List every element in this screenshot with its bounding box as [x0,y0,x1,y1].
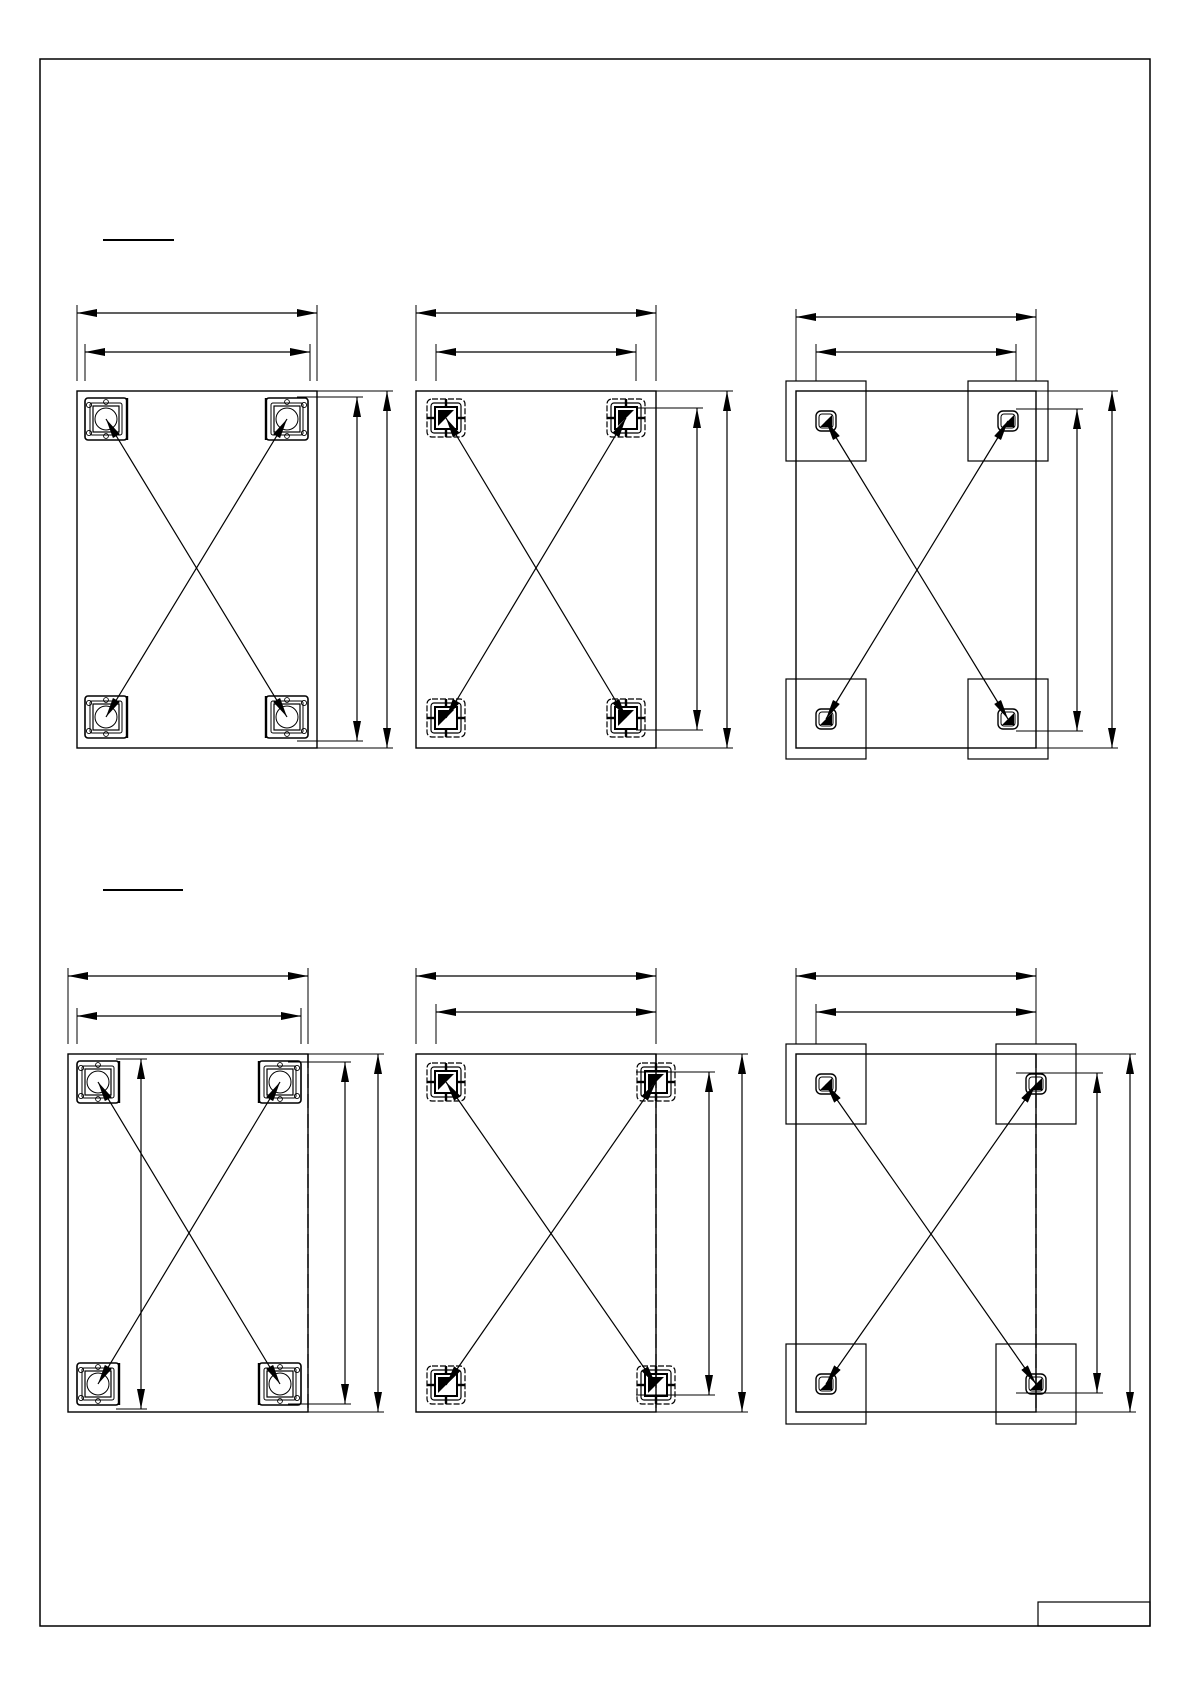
bracket-hole [86,402,91,407]
bracket-hole [96,1097,101,1102]
bracket-hole [96,1365,101,1370]
profile-foot [427,399,465,437]
vertical-dimension [1016,1073,1103,1393]
profile-foot [607,699,645,737]
horizontal-dimension [77,1008,301,1044]
bracket-hole [301,728,306,733]
profile-foot [427,1063,465,1101]
horizontal-dimension [816,1004,1036,1044]
horizontal-dimension [416,968,656,1044]
pad-foot [786,1044,866,1124]
frame-outline [416,1054,656,1412]
bracket-hole [301,402,306,407]
view-r1c1 [77,305,393,748]
horizontal-dimension [436,344,636,381]
profile-section [438,710,454,726]
profile-foot [427,699,465,737]
vertical-dimension [1016,391,1118,748]
bracket-hole [78,1093,83,1098]
horizontal-dimension [68,968,308,1044]
bracket-hole [278,1063,283,1068]
view-r2c1 [68,968,384,1412]
bracket-hole [278,1365,283,1370]
bracket-hole [86,430,91,435]
pad-foot [786,679,866,759]
profile-section [438,1074,454,1090]
pad-foot [786,381,866,461]
horizontal-dimension [436,1004,656,1044]
view-r2c2 [416,968,748,1412]
bracket-hole [78,1065,83,1070]
bracket-hole [294,1395,299,1400]
view-r2c3 [786,968,1136,1424]
vertical-dimension [297,397,363,741]
bracket-hole [86,728,91,733]
bracket-hole [278,1097,283,1102]
bracket-hole [301,700,306,705]
vertical-dimension [636,1072,715,1395]
bracket-hole [96,1399,101,1404]
views-layer [68,305,1136,1424]
pad-section [1002,415,1014,427]
view-r1c2 [416,305,733,748]
vertical-dimension [1016,409,1083,731]
horizontal-dimension [816,344,1016,381]
frame-outline [68,1054,308,1412]
frame-outline [796,1054,1036,1412]
profile-section [438,410,454,426]
pad-section [820,1078,832,1090]
vertical-dimension [288,1062,351,1404]
inner-vertical-dimension [116,1059,147,1409]
pad-section [820,1378,832,1390]
horizontal-dimension [77,305,317,381]
vertical-dimension [288,1054,384,1412]
horizontal-dimension [796,968,1036,1044]
view-r1c3 [786,309,1118,759]
sheet-border [40,59,1150,1626]
profile-section [438,1377,454,1393]
profile-section [618,710,634,726]
horizontal-dimension [796,309,1036,381]
bracket-hole [104,400,109,405]
bracket-hole [104,698,109,703]
bracket-hole [96,1063,101,1068]
bracket-hole [104,434,109,439]
bracket-hole [294,1367,299,1372]
profile-foot [637,1366,675,1404]
bracket-hole [301,430,306,435]
profile-foot [427,1366,465,1404]
vertical-dimension [297,391,393,748]
bracket-hole [285,698,290,703]
bracket-hole [278,1399,283,1404]
bracket-hole [104,732,109,737]
horizontal-dimension [416,305,656,381]
bracket-hole [78,1367,83,1372]
title-block [1038,1602,1150,1626]
pad-section [820,713,832,725]
frame-outline [416,391,656,748]
vertical-dimension [636,408,703,730]
bracket-hole [285,434,290,439]
profile-foot [637,1063,675,1101]
bracket-hole [285,400,290,405]
profile-section [618,410,634,426]
pad-section [820,415,832,427]
vertical-dimension [636,391,733,748]
horizontal-dimension [85,344,310,381]
bracket-hole [78,1395,83,1400]
profile-foot [607,399,645,437]
title-block-box [1038,1602,1150,1626]
bracket-hole [285,732,290,737]
vertical-dimension [636,1054,748,1412]
bracket-hole [294,1065,299,1070]
bracket-hole [86,700,91,705]
bracket-hole [294,1093,299,1098]
pad-section [1002,713,1014,725]
